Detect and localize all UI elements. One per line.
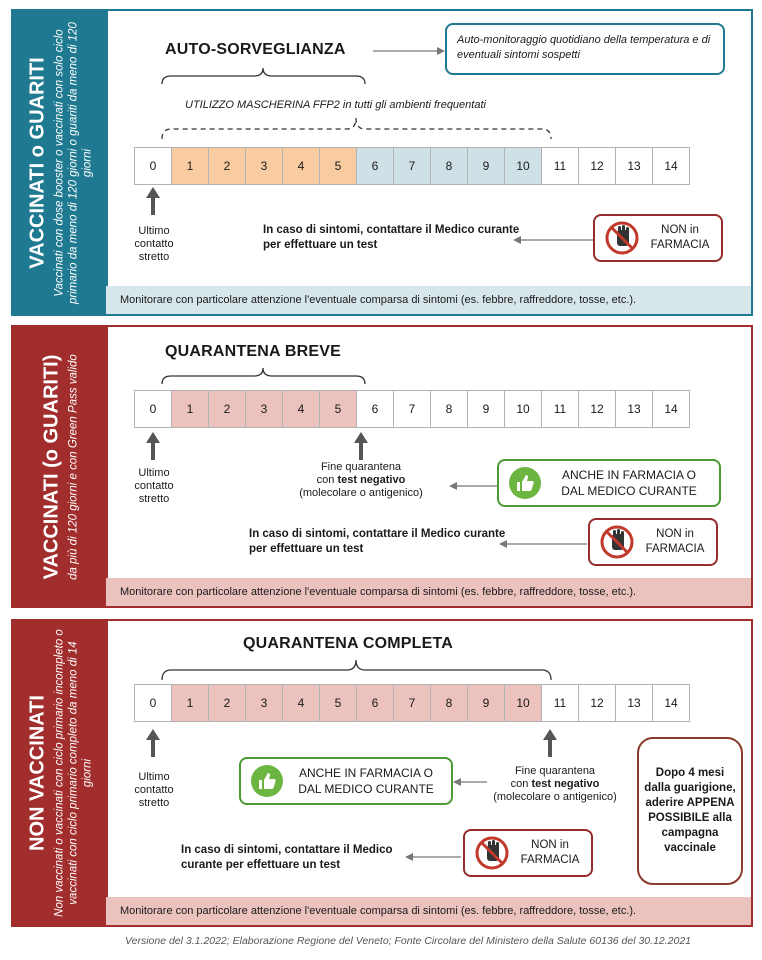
day-cell: 9 — [467, 390, 505, 428]
day-cell: 13 — [615, 147, 653, 185]
day-cell: 4 — [282, 390, 320, 428]
no-hand-icon — [605, 221, 639, 255]
panel2-day-row — [134, 390, 690, 428]
end-quarantine-note — [283, 461, 439, 500]
not-in-pharmacy-badge — [593, 214, 723, 262]
panel1-side-title: VACCINATI o GUARITI — [26, 56, 49, 269]
day-cell: 12 — [578, 390, 616, 428]
end-line-2-pre: con — [316, 474, 338, 486]
last-contact-label: Ultimo contatto stretto — [134, 771, 174, 809]
day-cell: 14 — [652, 147, 690, 185]
last-contact-label: Ultimo contatto stretto — [134, 467, 174, 505]
not-in-pharmacy-text: NON in FARMACIA — [645, 528, 705, 555]
not-in-pharmacy-text: NON in FARMACIA — [520, 839, 580, 866]
day-cell: 8 — [430, 147, 468, 185]
day-cell: 4 — [282, 147, 320, 185]
day-cell: 13 — [615, 390, 653, 428]
day-cell: 8 — [430, 684, 468, 722]
panel-full-quarantine — [11, 619, 753, 927]
day-cell: 2 — [208, 147, 246, 185]
panel3-side-subtitle: Non vaccinati o vaccinati con ciclo primario incompleto o vaccinati con ciclo primario completo da meno di 14 giorni — [53, 629, 94, 917]
panel-short-quarantine — [11, 325, 753, 608]
end-line-2-bold: test negativo — [337, 474, 406, 486]
panel2-footer: Monitorare con particolare attenzione l'eventuale comparsa di sintomi (es. febbre, raffreddore, tosse, etc.). — [106, 578, 751, 606]
day-cell: 6 — [356, 390, 394, 428]
self-monitoring-callout — [445, 23, 725, 75]
day-cell: 7 — [393, 147, 431, 185]
panel2-sidebar — [13, 327, 108, 606]
no-hand-icon — [600, 525, 634, 559]
not-in-pharmacy-text: NON in FARMACIA — [650, 224, 710, 251]
day-cell: 14 — [652, 684, 690, 722]
left-arrow-icon — [449, 482, 497, 490]
panel1-day-row — [134, 147, 690, 185]
panel1-footer: Monitorare con particolare attenzione l'eventuale comparsa di sintomi (es. febbre, raffreddore, tosse, etc.). — [106, 286, 751, 314]
not-in-pharmacy-badge — [463, 829, 593, 877]
day-cell: 0 — [134, 390, 172, 428]
brace-full-quarantine — [161, 658, 553, 682]
day-cell: 1 — [171, 147, 209, 185]
end-line-2-bold: test negativo — [531, 778, 600, 790]
left-arrow-icon — [499, 540, 587, 548]
day-cell: 10 — [504, 147, 542, 185]
panel1-title: AUTO-SORVEGLIANZA — [165, 41, 346, 58]
day-cell: 12 — [578, 147, 616, 185]
up-arrow-icon — [146, 729, 160, 757]
day-cell: 6 — [356, 147, 394, 185]
day-cell: 10 — [504, 684, 542, 722]
thumbs-up-icon — [509, 467, 541, 499]
pharmacy-ok-badge — [497, 459, 721, 507]
pharmacy-ok-text: ANCHE IN FARMACIA O DAL MEDICO CURANTE — [298, 766, 434, 796]
day-cell: 10 — [504, 390, 542, 428]
left-arrow-icon — [513, 236, 593, 244]
day-cell: 5 — [319, 390, 357, 428]
brace-self-surveillance — [161, 66, 366, 86]
no-hand-icon — [475, 836, 509, 870]
right-arrow-icon — [373, 47, 445, 55]
day-cell: 14 — [652, 390, 690, 428]
end-line-1: Fine quarantena — [320, 461, 402, 473]
not-in-pharmacy-badge — [588, 518, 718, 566]
panel2-side-subtitle: da più di 120 giorni e con Green Pass valido — [67, 353, 80, 580]
day-cell: 3 — [245, 390, 283, 428]
panel3-sidebar — [13, 621, 108, 925]
brace-mask-period — [161, 115, 553, 141]
vaccination-note: Dopo 4 mesi dalla guarigione, aderire APPENA POSSIBILE alla campagna vaccinale — [644, 767, 736, 854]
day-cell: 8 — [430, 390, 468, 428]
brace-short-quarantine — [161, 366, 366, 386]
day-cell: 7 — [393, 390, 431, 428]
last-contact-label: Ultimo contatto stretto — [134, 225, 174, 263]
day-cell: 5 — [319, 684, 357, 722]
source-credit: Versione del 3.1.2022; Elaborazione Regione del Veneto; Fonte Circolare del Ministero della Salute 60136 del 30.12.2021 — [125, 935, 692, 947]
up-arrow-icon — [543, 729, 557, 757]
day-cell: 11 — [541, 684, 579, 722]
end-line-1: Fine quarantena — [514, 765, 596, 777]
up-arrow-icon — [146, 187, 160, 215]
vaccination-note-box — [637, 737, 743, 885]
up-arrow-icon — [146, 432, 160, 460]
panel2-side-title: VACCINATI (o GUARITI) — [40, 354, 63, 579]
panel2-title: QUARANTENA BREVE — [165, 343, 341, 360]
end-line-3: (molecolare o antigenico) — [299, 487, 423, 499]
panel3-title: QUARANTENA COMPLETA — [243, 635, 454, 652]
day-cell: 0 — [134, 684, 172, 722]
day-cell: 12 — [578, 684, 616, 722]
day-cell: 9 — [467, 684, 505, 722]
up-arrow-icon — [354, 432, 368, 460]
panel1-side-subtitle: Vaccinati con dose booster o vaccinati con solo ciclo primario da meno di 120 giorni o guariti da meno di 120 giorni — [53, 21, 94, 304]
day-cell: 3 — [245, 147, 283, 185]
panel3-day-row — [134, 684, 690, 722]
panel-self-surveillance — [11, 9, 753, 316]
symptoms-note: In caso di sintomi, contattare il Medico curante per effettuare un test — [249, 528, 506, 555]
day-cell: 4 — [282, 684, 320, 722]
panel1-sidebar — [13, 11, 108, 314]
left-arrow-icon — [405, 853, 461, 861]
pharmacy-ok-badge — [239, 757, 453, 805]
symptoms-note: In caso di sintomi, contattare il Medico curante per effettuare un test — [181, 844, 393, 871]
end-line-2-pre: con — [510, 778, 532, 790]
day-cell: 2 — [208, 684, 246, 722]
day-cell: 13 — [615, 684, 653, 722]
day-cell: 11 — [541, 390, 579, 428]
day-cell: 2 — [208, 390, 246, 428]
symptoms-note: In caso di sintomi, contattare il Medico curante per effettuare un test — [263, 224, 520, 251]
panel3-side-title: NON VACCINATI — [26, 695, 49, 851]
end-quarantine-note — [477, 765, 633, 804]
day-cell: 11 — [541, 147, 579, 185]
end-line-3: (molecolare o antigenico) — [493, 791, 617, 803]
mask-note: UTILIZZO MASCHERINA FFP2 in tutti gli ambienti frequentati — [185, 99, 486, 111]
pharmacy-ok-text: ANCHE IN FARMACIA O DAL MEDICO CURANTE — [561, 468, 697, 498]
day-cell: 1 — [171, 684, 209, 722]
day-cell: 9 — [467, 147, 505, 185]
callout-text: Auto-monitoraggio quotidiano della temperatura e di eventuali sintomi sospetti — [457, 34, 711, 61]
day-cell: 3 — [245, 684, 283, 722]
day-cell: 6 — [356, 684, 394, 722]
thumbs-up-icon — [251, 765, 283, 797]
day-cell: 7 — [393, 684, 431, 722]
day-cell: 1 — [171, 390, 209, 428]
panel3-footer: Monitorare con particolare attenzione l'eventuale comparsa di sintomi (es. febbre, raffreddore, tosse, etc.). — [106, 897, 751, 925]
day-cell: 0 — [134, 147, 172, 185]
day-cell: 5 — [319, 147, 357, 185]
